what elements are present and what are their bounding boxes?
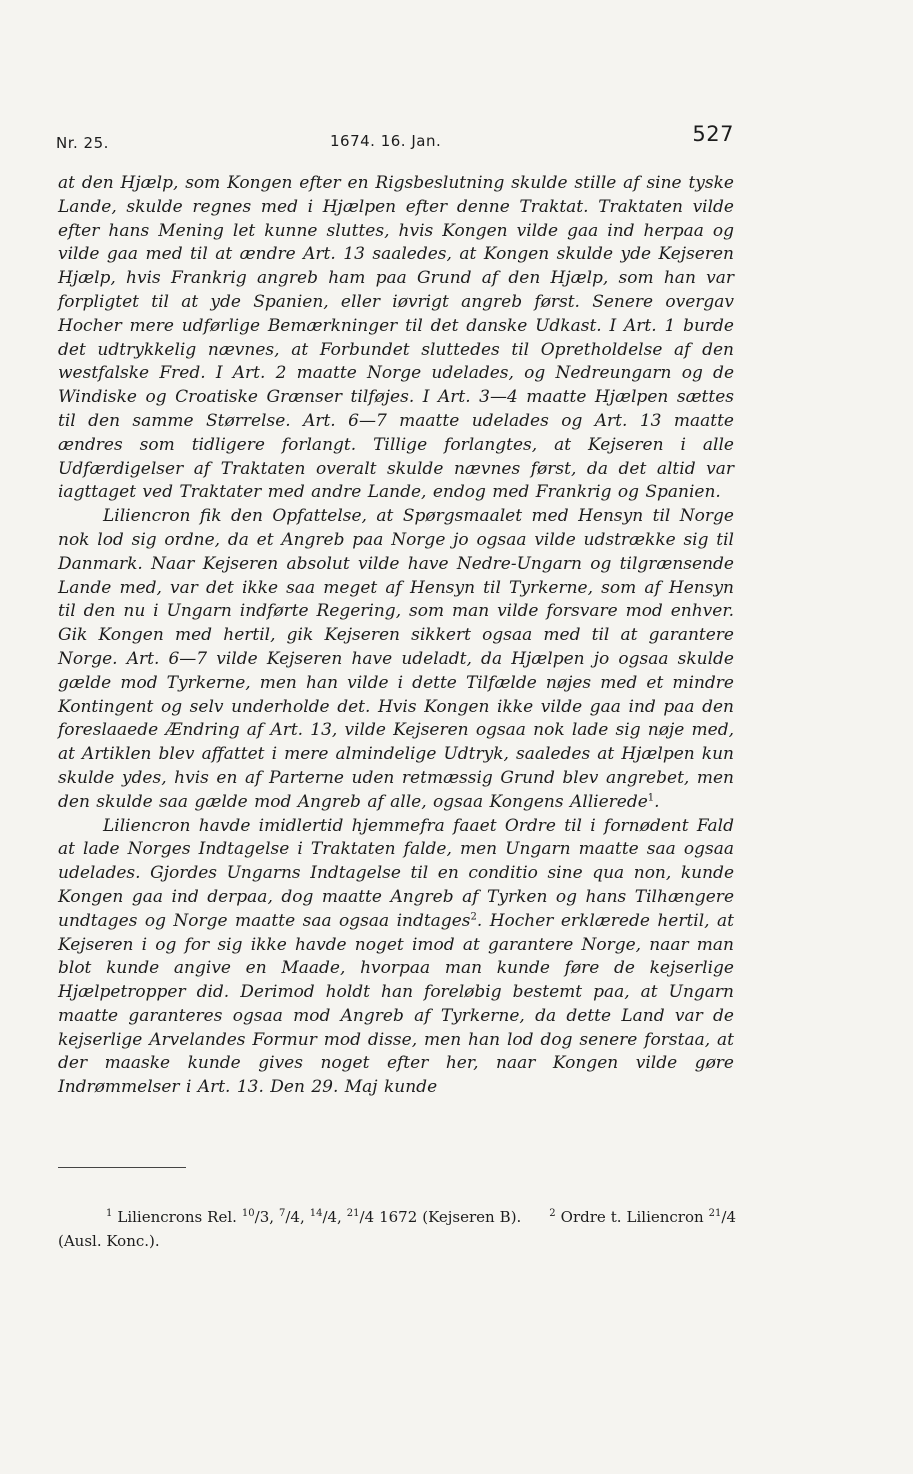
footnote-text: Ordre t. Liliencron: [560, 1208, 709, 1226]
paragraph-text: Liliencron havde imidlertid hjemmefra faaet Ordre til i fornødent Fald at lade Norges Indtagelse i Traktaten falde, men Ungarn maatte saa ogsaa udelades. Gjordes Ungarns Indtagelse til en conditio sine qua non, kunde Kongen gaa ind derpaa, dog maatte Angreb af Tyrken og hans Tilhængere undtages og Norge maatte saa ogsaa indtages: [58, 815, 734, 931]
paragraph-text: at den Hjælp, som Kongen efter en Rigsbeslutning skulde stille af sine tyske Lande, skulde regnes med i Hjælpen efter denne Traktat. Traktaten vilde efter hans Mening let kunne sluttes, hvis Kongen vilde gaa ind herpaa og vilde gaa med til at ændre Art. 13 saaledes, at Kongen skulde yde Kejseren Hjælp, hvis Frankrig angreb ham paa Grund af den Hjælp, som han var forpligtet til at yde Spanien, eller iøvrigt angreb først. Senere overgav Hocher mere udførlige Bemærkninger til det danske Udkast. I Art. 1 burde det udtrykkelig nævnes, at Forbundet sluttedes til Opretholdelse af den westfalske Fred. I Art. 2 maatte Norge udelades, og Nedreungarn og de Windiske og Croatiske Grænser tilføjes. I Art. 3—4 maatte Hjælpen sættes til den samme Størrelse. Art. 6—7 maatte udelades og Art. 13 maatte ændres som tidligere forlangt. Tillige forlangtes, at Kejseren i alle Udfærdigelser af Traktaten overalt skulde nævnes først, da det altid var iagttaget ved Traktater med andre Lande, endog med Frankrig og Spanien.: [58, 173, 734, 503]
footnote-mark: 1: [106, 1208, 113, 1219]
paragraph-2: [58, 505, 734, 814]
footnote-mark: 2: [549, 1208, 556, 1219]
footnote-reference[interactable]: 1: [647, 792, 655, 804]
footnote-date-superscript: 10: [241, 1208, 255, 1219]
footnotes-line: [58, 1205, 736, 1253]
footnote-date-superscript: 7: [278, 1208, 286, 1219]
footnote-divider: [58, 1167, 186, 1168]
header-date: 1674. 16. Jan.: [330, 132, 442, 150]
footnote-text: /3,: [254, 1208, 279, 1226]
footnotes: [58, 1205, 736, 1253]
series-number: Nr. 25.: [56, 134, 109, 152]
page-number: 527: [692, 122, 734, 146]
running-header: [56, 118, 734, 158]
paragraph-3: [58, 815, 734, 1101]
footnote-text: Liliencrons Rel.: [117, 1208, 242, 1226]
footnote-text: /4 1672 (Kejseren B).: [359, 1208, 522, 1226]
footnote-text: /4,: [322, 1208, 347, 1226]
paragraph-tail: . Hocher erklærede hertil, at Kejseren i og for sig ikke havde noget imod at garantere Norge, naar man blot kunde angive en Maade, hvorpaa man kunde føre de kejserlige Hjælpetropper did. Derimod holdt han foreløbig bestemt paa, at Ungarn maatte garanteres ogsaa mod Angreb af Tyrkerne, da dette Land var de kejserlige Arvelandes Formur mod disse, men han lod dog senere forstaa, at der maaske kunde gives noget efter her, naar Kongen vilde gøre Indrømmelser i Art. 13. Den 29. Maj kunde: [58, 910, 734, 1098]
paragraph-tail: .: [654, 791, 660, 812]
footnote-text: /4,: [285, 1208, 310, 1226]
footnote-reference[interactable]: 2: [470, 911, 477, 923]
footnote-1: [106, 1208, 526, 1226]
paragraph-text: Liliencron fik den Opfattelse, at Spørgsmaalet med Hensyn til Norge nok lod sig ordne, da et Angreb paa Norge jo ogsaa vilde udstrække sig til Danmark. Naar Kejseren absolut vilde have Nedre-Ungarn og tilgrænsende Lande med, var det ikke saa meget af Hensyn til Tyrkerne, som af Hensyn til den nu i Ungarn indførte Regering, som man vilde forsvare mod enhver. Gik Kongen med hertil, gik Kejseren sikkert ogsaa med til at garantere Norge. Art. 6—7 vilde Kejseren have udeladt, da Hjælpen jo ogsaa skulde gælde mod Tyrkerne, men han vilde i dette Tilfælde nøjes med et mindre Kontingent og selv underholde det. Hvis Kongen ikke vilde gaa ind paa den foreslaaede Ændring af Art. 13, vilde Kejseren ogsaa nok lade sig nøje med, at Artiklen blev affattet i mere almindelige Udtryk, saaledes at Hjælpen kun skulde ydes, hvis en af Parterne uden retmæssig Grund blev angrebet, men den skulde saa gælde mod Angreb af alle, ogsaa Kongens Allierede: [58, 506, 734, 812]
paragraph-1: [58, 172, 734, 505]
footnote-date-superscript: 21: [346, 1208, 360, 1219]
footnote-body: [117, 1208, 521, 1226]
main-text: [58, 172, 734, 1100]
footnote-date-superscript: 21: [708, 1208, 722, 1219]
footnote-text: /4 (Ausl. Konc.).: [58, 1208, 736, 1250]
footnote-date-superscript: 14: [309, 1208, 323, 1219]
